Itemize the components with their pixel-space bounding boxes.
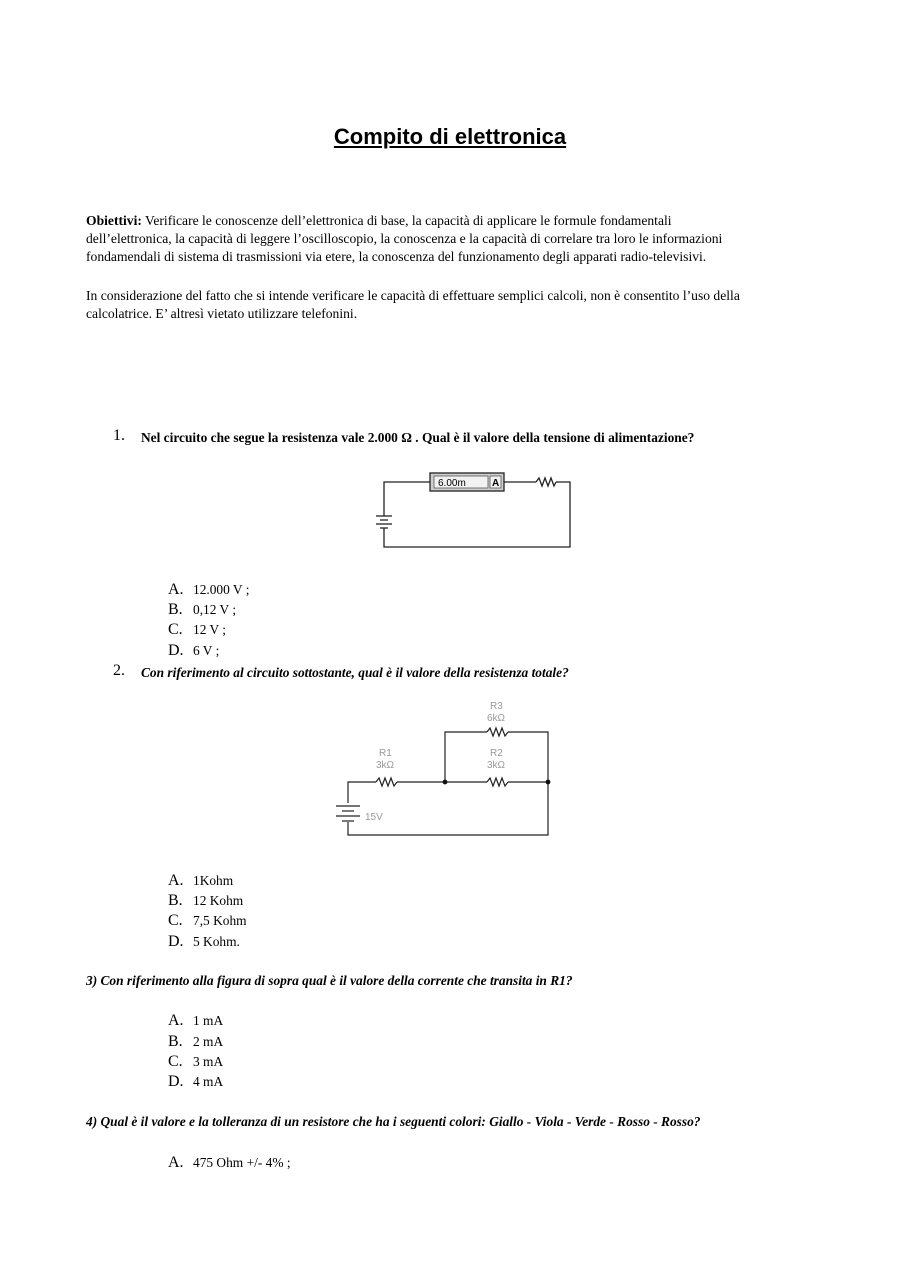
option-text: 12 Kohm: [193, 893, 244, 908]
circuit-1-diagram: [374, 466, 574, 552]
objectives-line-2: dell’elettronica, la capacità di leggere l’oscilloscopio, la conoscenza e la capacità di correlare tra loro le informazioni: [86, 231, 723, 246]
option-letter: C.: [168, 912, 183, 929]
option-text: 5 Kohm.: [193, 934, 240, 949]
question-2-option-a: [168, 872, 233, 892]
question-2-option-c: [168, 912, 247, 932]
r3-value: 6kΩ: [487, 713, 506, 724]
question-1-option-b: [168, 601, 236, 621]
question-1-option-d: [168, 642, 219, 662]
question-2-option-d: [168, 933, 240, 953]
objectives-line-1: Verificare le conoscenze dell’elettronica di base, la capacità di applicare le formule fondamentali: [145, 213, 672, 228]
ammeter-unit: A: [492, 478, 500, 489]
question-4-text: 4) Qual è il valore e la tolleranza di un resistore che ha i seguenti colori: Giallo - Viola - Verde - Rosso - Rosso?: [86, 1114, 701, 1129]
option-text: 0,12 V ;: [193, 602, 237, 617]
ammeter-reading: 6.00m: [438, 478, 466, 489]
option-text: 2 mA: [193, 1034, 224, 1049]
option-text: 1 mA: [193, 1013, 224, 1028]
option-letter: A.: [168, 1012, 184, 1029]
r3-label: R3: [490, 701, 503, 712]
objectives-paragraph: [86, 212, 826, 266]
question-3-option-b: [168, 1033, 223, 1053]
option-letter: D.: [168, 1073, 184, 1090]
circuit-2-diagram: [332, 696, 556, 840]
note-line-1: In considerazione del fatto che si intende verificare le capacità di effettuare semplici calcoli, non è consentito l’uso della: [86, 288, 740, 303]
option-letter: C.: [168, 1053, 183, 1070]
option-text: 12 V ;: [193, 622, 226, 637]
note-paragraph: [86, 287, 826, 323]
option-text: 7,5 Kohm: [193, 913, 247, 928]
question-4-option-a: [168, 1154, 291, 1174]
battery-label: 15V: [365, 812, 383, 823]
r2-value: 3kΩ: [487, 760, 506, 771]
r1-value: 3kΩ: [376, 760, 395, 771]
option-letter: C.: [168, 621, 183, 638]
question-1-text: Nel circuito che segue la resistenza vale 2.000 Ω . Qual è il valore della tensione di alimentazione?: [141, 430, 695, 445]
question-2-option-b: [168, 892, 243, 912]
question-1-option-c: [168, 621, 226, 641]
question-2-text: Con riferimento al circuito sottostante, qual è il valore della resistenza totale?: [141, 665, 569, 680]
objectives-line-3: fondamendali di sistema di trasmissioni via etere, la conoscenza del funzionamento degli apparati radio-televisivi.: [86, 249, 707, 264]
option-letter: B.: [168, 892, 183, 909]
r1-label: R1: [379, 748, 392, 759]
option-text: 1Kohm: [193, 873, 234, 888]
question-3-text: 3) Con riferimento alla figura di sopra qual è il valore della corrente che transita in R1?: [86, 973, 573, 988]
page-title: Compito di elettronica: [333, 124, 567, 149]
question-1-number: 1.: [113, 427, 125, 444]
question-3-option-a: [168, 1012, 223, 1032]
objectives-label: Obiettivi:: [86, 213, 142, 228]
option-text: 3 mA: [193, 1054, 224, 1069]
option-letter: D.: [168, 933, 184, 950]
question-1-option-a: [168, 581, 249, 601]
option-text: 4 mA: [193, 1074, 224, 1089]
option-letter: D.: [168, 642, 184, 659]
option-letter: B.: [168, 601, 183, 618]
option-text: 12.000 V ;: [193, 582, 250, 597]
option-letter: A.: [168, 1154, 184, 1171]
option-letter: B.: [168, 1033, 183, 1050]
question-2-number: 2.: [113, 662, 125, 679]
option-text: 6 V ;: [193, 643, 220, 658]
r2-label: R2: [490, 748, 503, 759]
option-text: 475 Ohm +/- 4% ;: [193, 1155, 291, 1170]
option-letter: A.: [168, 872, 184, 889]
option-letter: A.: [168, 581, 184, 598]
question-3-option-c: [168, 1053, 223, 1073]
note-line-2: calcolatrice. E’ altresì vietato utilizzare telefonini.: [86, 306, 358, 321]
question-3-option-d: [168, 1073, 223, 1093]
